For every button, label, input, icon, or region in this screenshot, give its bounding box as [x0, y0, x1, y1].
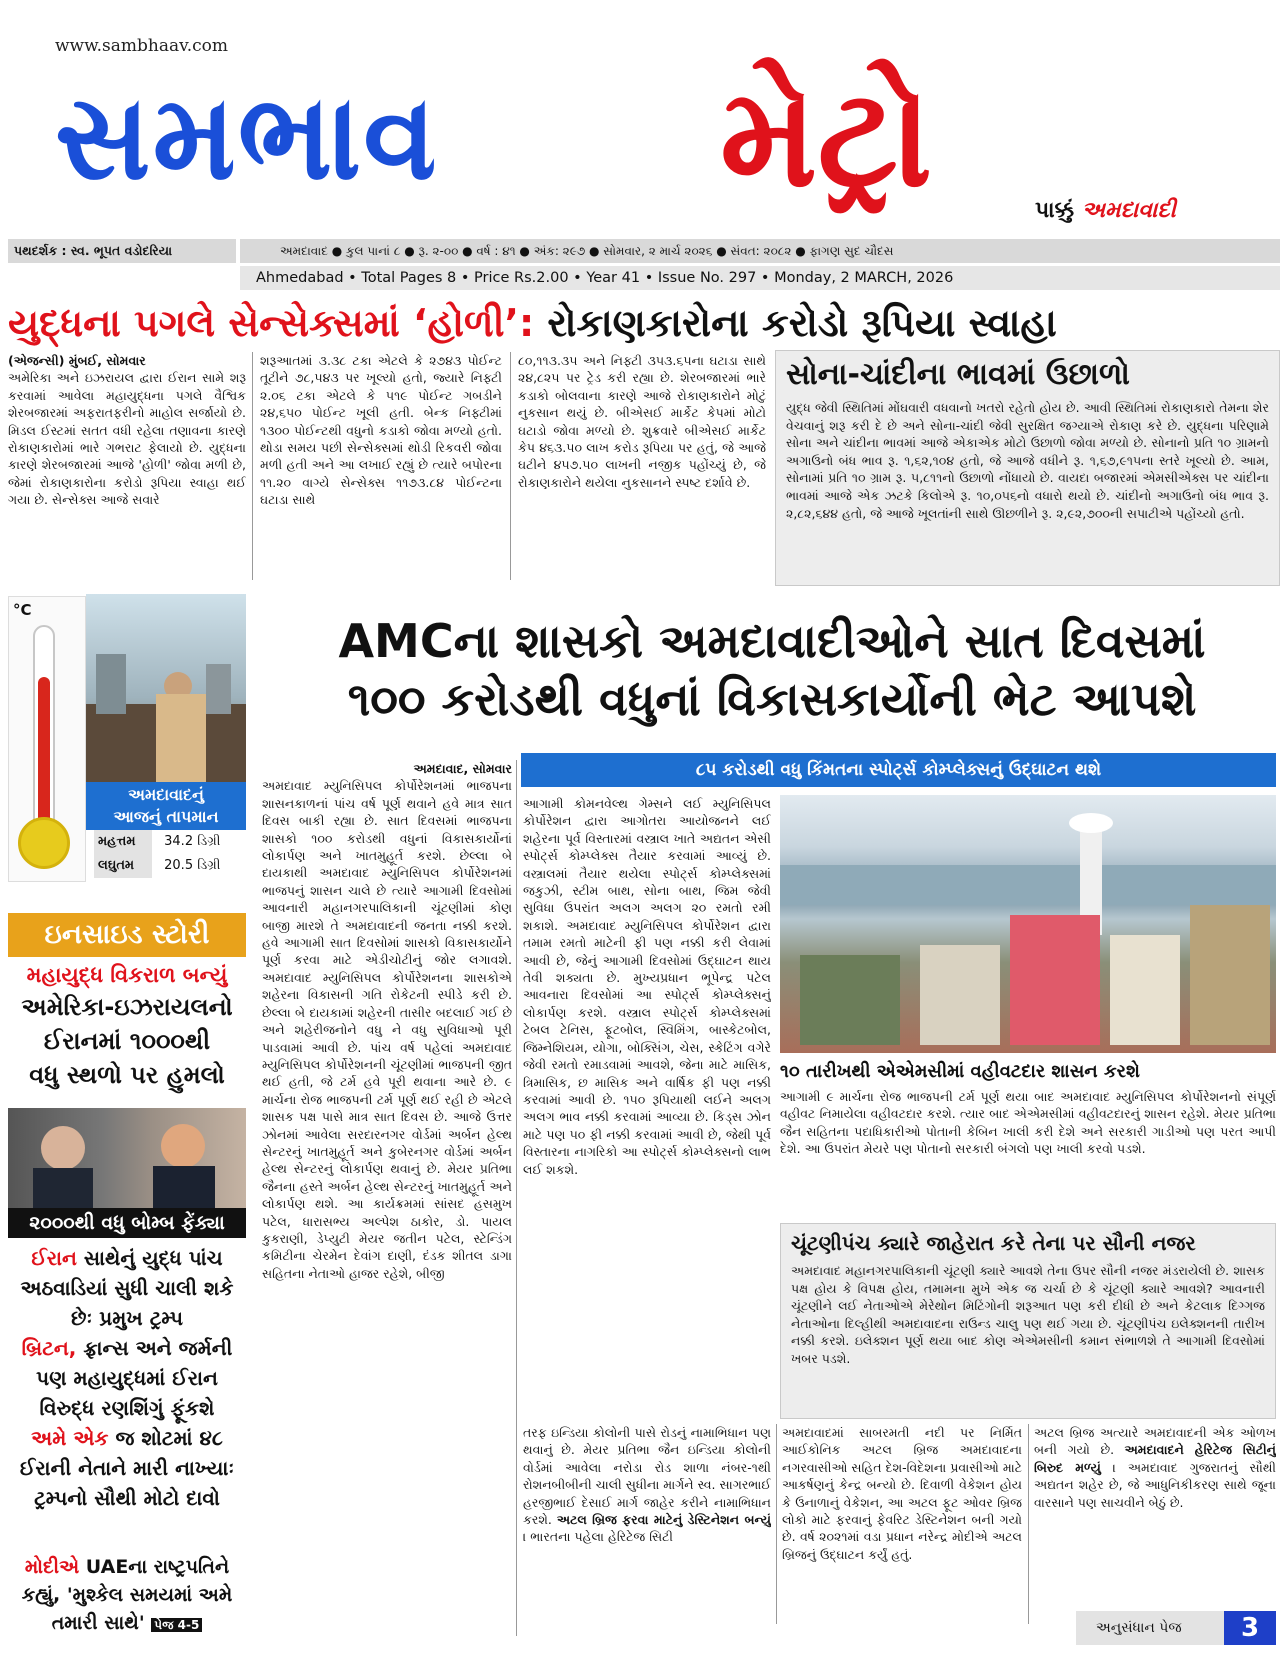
heatwave-photo: [86, 594, 246, 782]
inside-item-4[interactable]: [8, 1553, 246, 1639]
amc-bottom-column-4: [1034, 1424, 1276, 1604]
tagline-red: અમદાવાદી: [1081, 198, 1176, 223]
column-divider: [252, 352, 253, 580]
lead-headline-black: રોકાણકારોના કરોડો રૂપિયા સ્વાહા: [547, 301, 1057, 345]
column-divider: [776, 1424, 777, 1624]
city-photo-drawing: [780, 795, 1276, 1053]
amc-headline-line1: AMCના શાસકો અમદાવાદીઓને સાત દિવસમાં: [338, 614, 1206, 668]
max-value: 34.2 ડિગ્રી: [164, 834, 221, 849]
story1-byline: (એજન્સી) મુંબઈ, સોમવાર: [8, 353, 146, 368]
bottom-col2-bold: અટલ બ્રિજ ફરવા માટેનું ડેસ્ટિનેશન બન્યું: [556, 1512, 771, 1528]
amc-bottom-column-3: અમદાવાદમાં સાબરમતી નદી પર નિર્મિત આઈકોનિક અટલ બ્રિજ અમદાવાદના નગરવાસીઓ સહિત દેશ-વિદેશના પ્રવાસીઓ માટે આકર્ષણનું કેન્દ્ર બન્યો છે. દિવાળી વેકેશન હોય કે ઉનાળાનું વેકેશન, આ અટલ ફૂટ ઓવર બ્રિજ લોકો માટે ફરવાનું ફેવરિટ ડેસ્ટિનેશન બની ગયો છે. વર્ષ ૨૦૨૧માં વડા પ્રધાન નરેન્દ્ર મોદીએ અટલ બ્રિજનું ઉદ્ઘાટન કર્યું હતું.: [782, 1425, 1022, 1562]
bottom-col2-text: તરફ ઇન્ડિયા કોલોની પાસે રોડનું નામાભિધાન પણ થવાનું છે. મેયર પ્રતિભા જૈન ઇન્ડિયા કોલોની વોર્ડમાં આવેલા નરોડા રોડ શાળા નંબર-૧થી રોશનબીબીની ચાલી સુધીના માર્ગને સ્વ. સાગરભાઈ હરજીભાઈ દેસાઈ માર્ગ જાહેર કરીને નામાભિધાન કરશે.: [523, 1425, 771, 1528]
max-label: મહત્તમ: [94, 830, 152, 854]
story1-column-1: [8, 352, 246, 582]
temperature-title-line2: આજનું તાપમાન: [113, 807, 219, 826]
sports-complex-banner: ૮૫ કરોડથી વધુ કિંમતના સ્પોર્ટ્સ કોમ્પ્લેક્સનું ઉદ્ઘાટન થશે: [521, 753, 1276, 787]
inside-item-3-text: જ શોટમાં ૪૮ ઈરાની નેતાને મારી નાખ્યાઃ ટ્રમ્પનો સૌથી મોટો દાવો: [19, 1426, 235, 1510]
inside-page-tag[interactable]: પેજ 4-5: [151, 1618, 202, 1632]
lead-headline: [8, 298, 1283, 348]
inside-item-3[interactable]: [8, 1423, 246, 1513]
bottom-col4-tail: । અમદાવાદ ગુજરાતનું સૌથી અદ્યતન શહેર છે, જે આધુનિકીકરણ સાથે જૂના વારસાને પણ સાચવીને બેઠું છે.: [1034, 1459, 1276, 1510]
masthead-title-blue: સમભાવ: [55, 68, 439, 206]
story1-column-2: શરૂઆતમાં ૩.૩૮ ટકા એટલે કે ૨૭૪૩ પોઈન્ટ તૂટીને ૭૮,૫૪૩ પર ખૂલ્યો હતો, જ્યારે નિફ્ટી ૨.૦૬ ટકા એટલે કે ૫૧૯ પોઈન્ટ ગબડીને ૨૪,૬૫૦ પોઈન્ટ ખૂલી હતી. બેન્ક નિફ્ટીમાં ૧૩૦૦ પોઈન્ટથી વધુનો કડાકો જોવા મળ્યો હતો. થોડા સમય પછી સેન્સેક્સમાં થોડી રિકવરી જોવા મળી હતી અને આ લખાઈ રહ્યું છે ત્યારે બપોરના ૧૧.૨૦ વાગ્યે સેન્સેક્સ ૧૧૭૩.૮૪ પોઈન્ટના ઘટાડા સાથે: [260, 353, 502, 508]
inside-item-1-red: ઈરાન: [31, 1246, 77, 1270]
inside-item-3-red: અમે એક: [31, 1426, 109, 1450]
gold-silver-box: [775, 350, 1280, 586]
election-box-body: અમદાવાદ મહાનગરપાલિકાની ચૂંટણી ક્યારે આવશે તેના ઉપર સૌની નજર મંડરાયેલી છે. શાસક પક્ષ હોય કે વિપક્ષ હોય, તમામના મુખે એક જ ચર્ચા છે કે ચૂંટણી ક્યારે આવશે? આવનારી ચૂંટણીને લઈ નેતાઓએ મેરેથોન મિટિંગોની શરૂઆત પણ કરી દીધી છે અને કેટલાક દિગ્ગજ નેતાઓના દિલ્હીથી અમદાવાદના રાઉન્ડ ચાલુ પણ થઈ ગયા છે. ચૂંટણીપંચ ઇલેક્શનની તારીખ નક્કી કરશે. ઇલેક્શન પૂર્ણ થયા બાદ કોણ એએમસીની કમાન સંભાળશે તે આગામી દિવસોમાં ખબર પડશે.: [791, 1263, 1265, 1366]
min-temperature-row: [86, 854, 246, 878]
thermometer-graphic: [8, 596, 86, 882]
continued-page-number: 3: [1224, 1611, 1276, 1645]
inside-item-2-red: બ્રિટન,: [21, 1336, 77, 1360]
max-temperature-row: [86, 830, 246, 854]
inside-story-title: ઇનસાઇડ સ્ટોરી: [8, 913, 246, 957]
column-divider: [516, 760, 517, 1636]
ahmedabad-city-photo: [780, 795, 1276, 1053]
site-url[interactable]: www.sambhaav.com: [55, 36, 228, 56]
inside-lead-line2: અમેરિકા-ઇઝરાયલનો: [21, 993, 233, 1021]
inside-item-1-text: સાથેનું યુદ્ધ પાંચ અઠવાડિયાં સુધી ચાલી શકે છેઃ પ્રમુખ ટ્રમ્પ: [20, 1246, 234, 1330]
inside-item-2[interactable]: [8, 1333, 246, 1423]
inside-lead-red: મહાયુદ્ધ વિકરાળ બન્યું: [26, 963, 228, 987]
min-value: 20.5 ડિગ્રી: [164, 858, 221, 873]
temperature-box: [86, 782, 246, 882]
administrator-caption-body: આગામી ૯ માર્ચના રોજ ભાજપની ટર્મ પૂર્ણ થયા બાદ અમદાવાદ મ્યુનિસિપલ કોર્પોરેશનનો સંપૂર્ણ વહીવટ નિમાયેલા વહીવટદાર કરશે. ત્યાર બાદ એએમસીમાં વહીવટદારનું શાસન રહેશે. મેયર પ્રતિભા જૈન સહિતના પદાધિકારીઓ પોતાની કેબિન ખાલી કરી દેશે અને સરકારી ગાડીઓ પણ પરત આપી દેશે. આ ઉપરાંત મેયરે પણ પોતાનો સરકારી બંગલો પણ ખાલી કરવો પડશે.: [780, 1089, 1276, 1157]
amc-byline: અમદાવાદ, સોમવાર: [413, 761, 512, 776]
bottom-col4-bold: અમદાવાદને હેરિટેજ સિટીનું બિરુદ મળ્યું: [1034, 1442, 1276, 1475]
bomb-strip: ૨૦૦૦થી વધુ બોમ્બ ફેંક્યા: [8, 1208, 246, 1238]
gold-box-title: સોના-ચાંદીના ભાવમાં ઉછાળો: [786, 357, 1130, 392]
masthead-tagline: [1035, 198, 1176, 223]
column-divider: [1028, 1424, 1029, 1624]
temperature-title-line1: અમદાવાદનું: [128, 785, 204, 804]
inside-item-1[interactable]: [8, 1243, 246, 1333]
story1-column-3: ૮૦,૧૧૩.૩૫ અને નિફ્ટી ૩૫૩.૬૫ના ઘટાડા સાથે ૨૪,૮૨૫ પર ટ્રેડ કરી રહ્યા છે. શેરબજારમાં ભારે કડાકો બોલવાના કારણે આજે રોકાણકારોને મોટું નુકસાન થયું છે. બીએસઈ માર્કેટ કેપમાં મોટો ઘટાડો જોવા મળ્યો છે. શુક્રવારે બીએસઈ માર્કેટ કેપ ૪૬૩.૫૦ લાખ કરોડ રૂપિયા પર હતું, જે આજે ઘટીને ૪૫૭.૫૦ લાખની નજીક પહોંચ્યું છે, જે રોકાણકારોને થયેલા નુકસાનને સ્પષ્ટ દર્શાવે છે.: [518, 353, 766, 490]
election-box-title: ચૂંટણીપંચ ક્યારે જાહેરાત કરે તેના પર સૌની નજર: [791, 1231, 1196, 1255]
amc-column-1: [262, 760, 512, 1636]
temperature-unit: °C: [13, 601, 32, 619]
inside-item-4-red: મોદીએ: [24, 1556, 80, 1578]
dateline-english: Ahmedabad • Total Pages 8 • Price Rs.2.00 • Year 41 • Issue No. 297 • Monday, 2 MARCH, 2026: [240, 266, 1280, 290]
inside-item-2-text: ફ્રાન્સ અને જર્મની પણ મહાયુદ્ધમાં ઈરાન વિરુદ્ધ રણશિંગું ફૂંકશે: [36, 1336, 233, 1420]
founder-bar: પથદર્શક : સ્વ. ભૂપત વડોદરિયા: [8, 239, 236, 263]
continued-page-ref[interactable]: [1076, 1611, 1276, 1645]
masthead-title-red: મેટ્રો: [720, 57, 933, 218]
heatwave-photo-drawing: [86, 594, 246, 782]
amc-bottom-column-2: [523, 1424, 771, 1620]
inside-item-4-text: UAEના રાષ્ટ્રપતિને કહ્યું, 'મુશ્કેલ સમયમાં અમે તમારી સાથે': [21, 1556, 233, 1634]
amc-headline-line2: ૧૦૦ કરોડથી વધુનાં વિકાસકાર્યોની ભેટ આપશે: [347, 672, 1197, 726]
thermometer-bulb: [18, 817, 70, 869]
amc-headline: [262, 612, 1282, 728]
inside-lead-line4: વધુ સ્થળો પર હુમલો: [29, 1061, 225, 1089]
inside-story-lead[interactable]: [8, 960, 246, 1092]
amc-col1-text: અમદાવાદ મ્યુનિસિપલ કોર્પોરેશનમાં ભાજપના શાસનકાળનાં પાંચ વર્ષ પૂર્ણ થવાને હવે માત્ર સાત દિવસ બાકી રહ્યા છે. સાત દિવસમાં ભાજપના શાસકો ૧૦૦ કરોડથી વધુનાં વિકાસકાર્યોનાં લોકાર્પણ અને ખાતમુહૂર્ત કરશે. છેલ્લા બે દાયકાથી અમદાવાદ મ્યુનિસિપલ કોર્પોરેશનમાં ભાજપનું શાસન ચાલે છે ત્યારે આગામી દિવસોમાં આવનારી મહાનગરપાલિકાની ચૂંટણીમાં કોણ બાજી મારશે તે અમદાવાદની જનતા નક્કી કરશે. હવે આગામી સાત દિવસોમાં શાસકો વિકાસકાર્યોને પૂર્ણ કરવા માટે એડીચોટીનું જોર લગાવશે. અમદાવાદ મ્યુનિસિપલ કોર્પોરેશનના શાસકોએ શહેરના વિકાસની ગતિ રોકેટની સ્પીડે કરી છે. છેલ્લા બે દાયકામાં શહેરની તાસીર બદલાઈ ગઈ છે અને શહેરીજનોને વધુ ને વધુ સુવિધાઓ પૂરી પાડવામાં આવી છે. પાંચ વર્ષ પહેલાં અમદાવાદ મ્યુનિસિપલ કોર્પોરેશનની ચૂંટણીમાં ભાજપની જીત થઈ હતી, જે ટર્મ હવે પૂરી થવાના આરે છે. ૯ માર્ચના રોજ ભાજપની ટર્મ પૂર્ણ થઈ રહી છે એટલે શાસક પક્ષ પાસે માત્ર સાત દિવસ છે. આજે ઉત્તર ઝોનમાં આવેલા સરદારનગર વોર્ડમાં અર્બન હેલ્થ સેન્ટરનું ખાતમુહૂર્ત અને કુબેરનગર વોર્ડમાં અર્બન હેલ્થ સેન્ટરનું લોકાર્પણ થવાનું છે. મેયર પ્રતિભા જૈનના હસ્તે અર્બન હેલ્થ સેન્ટરનું ખાતમુહૂર્ત અને લોકાર્પણ થશે. આ કાર્યક્રમમાં સાંસદ હસમુખ પટેલ, ધારાસભ્ય અલ્પેશ ઠાકોર, ડો. પાયલ કુકરાણી, ડેપ્યુટી મેયર જતીન પટેલ, સ્ટેન્ડિંગ કમિટીના ચેરમેન દેવાંગ દાણી, દંડક શીતલ ડાગા સહિતના નેતાઓ હાજર રહેશે, બીજી: [262, 778, 512, 1281]
bottom-col2-tail: । ભારતના પહેલા હેરિટેજ સિટી: [523, 1529, 674, 1545]
lead-headline-red: યુદ્ધના પગલે સેન્સેક્સમાં ‘હોળી’:: [8, 301, 535, 345]
leaders-photo-drawing: [8, 1108, 246, 1208]
amc-column-2: આગામી કોમનવેલ્થ ગેમ્સને લઈ મ્યુનિસિપલ કોર્પોરેશન દ્વારા આગોતરા આયોજનને લઈ શહેરના પૂર્વ વિસ્તારમાં વસ્ત્રાલ ખાતે અદ્યતન એસી સ્પોર્ટ્સ કોમ્પ્લેક્સ તૈયાર કરવામાં આવ્યું છે. વસ્ત્રાલમાં તૈયાર થયેલા સ્પોર્ટ્સ કોમ્પ્લેક્સમાં જકુઝી, સ્ટીમ બાથ, સોના બાથ, જિમ જેવી સુવિધા ઉપરાંત અલગ અલગ ૨૦ રમતો રમી શકાશે. અમદાવાદ મ્યુનિસિપલ કોર્પોરેશન દ્વારા તમામ રમતો માટેની ફી પણ નક્કી કરી લેવામાં આવી છે, જેનું આગામી દિવસોમાં ઉદ્ઘાટન થાય તેવી શક્યતા છે. મુખ્યપ્રધાન ભૂપેન્દ્ર પટેલ આવનારા દિવસોમાં આ સ્પોર્ટ્સ કોમ્પ્લેક્સનું લોકાર્પણ કરશે. વસ્ત્રાલ સ્પોર્ટ્સ કોમ્પ્લેક્સમાં ટેબલ ટેનિસ, ફૂટબોલ, સ્વિમિંગ, બાસ્કેટબોલ, જિમ્નેશિયમ, યોગા, બોક્સિંગ, ચેસ, સ્કેટિંગ વગેરે જેવી રમતો રમાડવામાં આવશે, જેના માટે માસિક, ત્રિમાસિક, છ માસિક અને વાર્ષિક ફી પણ નક્કી કરવામાં આવી છે. ૧૫૦ રૂપિયાથી લઈને અલગ અલગ ભાવ નક્કી કરવામાં આવ્યા છે. કિડ્સ ઝોન માટે પણ ૫૦ ફી નક્કી કરવામાં આવી છે, જેથી પૂર્વ વિસ્તારના નાગરિકો આ સ્પોર્ટ્સ કોમ્પ્લેક્સનો લાભ લઈ શકશે.: [523, 796, 771, 1177]
gold-box-body: યુદ્ધ જેવી સ્થિતિમાં મોંઘવારી વધવાનો ખતરો રહેતો હોય છે. આવી સ્થિતિમાં રોકાણકારો તેમના શેર વેચવાનું શરૂ કરી દે છે અને સોના-ચાંદી જેવી સુરક્ષિત જગ્યાએ રોકાણ કરે છે. યુદ્ધના પરિણામે સોના અને ચાંદીના ભાવમાં આજે એકાએક મોટો ઉછાળો જોવા મળ્યો છે. સોનાનો પ્રતિ ૧૦ ગ્રામનો અગાઉનો બંધ ભાવ રૂ. ૧,૬૨,૧૦૪ હતો, જે આજે વધીને રૂ. ૧,૬૭,૯૧૫ના સ્તરે ખૂલ્યો છે. આમ, સોનામાં પ્રતિ ૧૦ ગ્રામ રૂ. ૫,૮૧૧નો ઉછાળો નોંધાયો છે. વાયદા બજારમાં એમસીએક્સ પર ચાંદીના ભાવમાં આજે એક ઝટકે કિલોએ રૂ. ૧૦,૦૫૬નો વધારો થયો છે. ચાંદીનો અગાઉનો બંધ ભાવ રૂ. ૨,૮૨,૬૪૪ હતો, જે આજે ખૂલતાંની સાથે ઊછળીને રૂ. ૨,૯૨,૭૦૦ની સપાટીએ પહોંચ્યો હતો.: [786, 400, 1269, 521]
temperature-title: [86, 782, 246, 830]
election-commission-box: [780, 1223, 1276, 1419]
tagline-pre: પાક્કું: [1035, 198, 1075, 223]
dateline-gujarati: અમદાવાદ ● કુલ પાનાં ૮ ● રૂ. ૨-૦૦ ● વર્ષ : ૪૧ ● અંક: ૨૯૭ ● સોમવાર, ૨ માર્ચ ૨૦૨૬ ● સંવત: ૨૦૮૨ ● ફાગણ સુદ ચૌદસ: [240, 239, 1280, 263]
inside-lead-line3: ઈરાનમાં ૧૦૦૦થી: [43, 1027, 211, 1055]
bottom-col4-text: અટલ બ્રિજ અત્યારે અમદાવાદની એક ઓળખ બની ગયો છે.: [1034, 1425, 1276, 1458]
min-label: લઘુતમ: [94, 854, 152, 878]
column-divider: [510, 352, 511, 580]
continued-label: અનુસંધાન પેજ: [1096, 1620, 1182, 1636]
story1-col1-text: અમેરિકા અને ઇઝરાયલ દ્વારા ઈરાન સામે શરૂ કરવામાં આવેલા મહાયુદ્ધના પગલે વૈશ્વિક શેરબજારમાં અફરાતફરીનો માહોલ સર્જાયો છે. મિડલ ઈસ્ટમાં સતત વધી રહેલા તણાવના કારણે રોકાણકારોમાં ભારે ગભરાટ ફેલાયો છે. યુદ્ધના કારણે શેરબજારમાં આજે 'હોળી' જોવા મળી છે, જેમાં રોકાણકારોના કરોડો રૂપિયા સ્વાહા થઈ ગયા છે. સેન્સેક્સ આજે સવારે: [8, 370, 246, 508]
administrator-caption-title: ૧૦ તારીખથી એએમસીમાં વહીવટદાર શાસન કરશે: [780, 1061, 1140, 1082]
leaders-photo: [8, 1108, 246, 1208]
